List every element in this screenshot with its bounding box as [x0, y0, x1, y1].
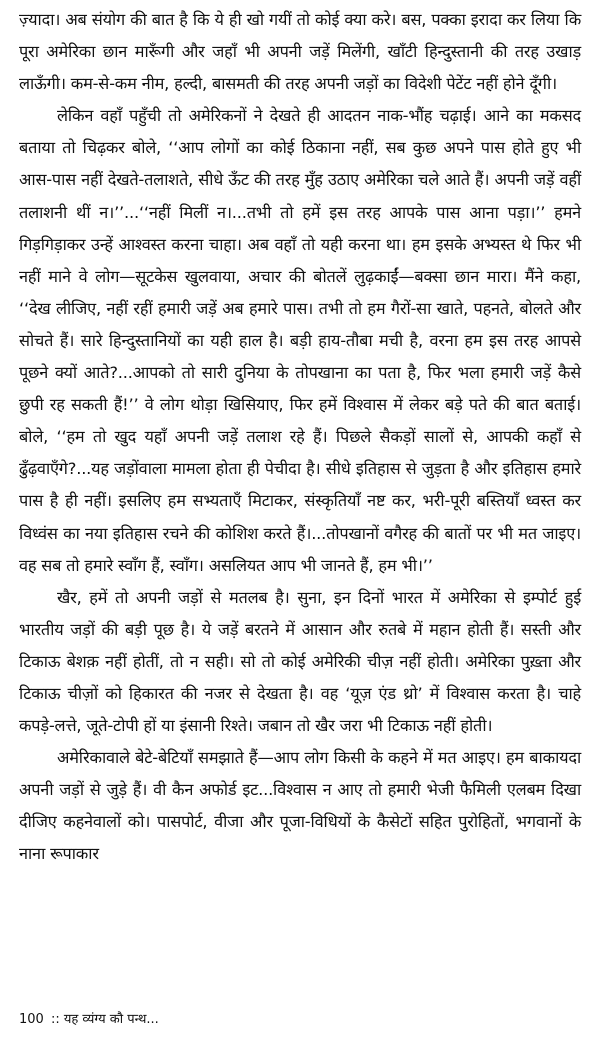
paragraph-2: लेकिन वहाँ पहुँची तो अमेरिकनों ने देखते ही आदतन नाक-भौंह चढ़ाई। आने का मकसद बताया तो चिढ़कर बोले, ‘‘आप लोगों का कोई ठिकाना नहीं, सब कुछ अपने पास होते हुए भी आस-पास नहीं देखते-तलाशते, सीधे ऊँट की तरह मुँह उठाए अमेरिका चले आते हैं। अपनी जड़ें वहीं तलाशनी थीं न।’’...‘‘नहीं मिलीं न।...तभी तो हमें इस तरह आपके पास आना पड़ा।’’ हमने गिड़गिड़ाकर उन्हें आश्वस्त करना चाहा। अब वहाँ तो यही करना था। हम इसके अभ्यस्त थे फिर भी नहीं माने वे लोग—सूटकेस खुलवाया, अचार की बोतलें लुढ़काईं—बक्सा छान मारा। मैंने कहा, ‘‘देख लीजिए, नहीं रहीं हमारी जड़ें अब हमारे पास। तभी तो हम गैरों-सा खाते, पहनते, बोलते और सोचते हैं। सारे हिन्दुस्तानियों का यही हाल है। बड़ी हाय-तौबा मची है, वरना हम इस तरह आपसे पूछने क्यों आते?...आपको तो सारी दुनिया के तोपखाना का पता है, फिर भला हमारी जड़ें कैसे छुपी रह सकती हैं!’’ वे लोग थोड़ा खिसियाए, फिर हमें विश्वास में लेकर बड़े पते की बात बताई। बोले, ‘‘हम तो खुद यहाँ अपनी जड़ें तलाश रहे हैं। पिछले सैकड़ों सालों से, आपकी कहाँ से ढुँढ़वाएँगे?...यह जड़ोंवाला मामला होता ही पेचीदा है। सीधे इतिहास से जुड़ता है और इतिहास हमारे पास है ही नहीं। इसलिए हम सभ्यताएँ मिटाकर, संस्कृतियाँ नष्ट कर, भरी-पूरी बस्तियाँ ध्वस्त कर विध्वंस का नया इतिहास रचने की कोशिश करते हैं।...तोपखानों वगैरह की बातों पर भी मत जाइए। वह सब तो हमारे स्वाँग हैं, स्वाँग। असलियत आप भी जानते हैं, हम भी।’’ — [19, 106, 581, 575]
paragraph-4: अमेरिकावाले बेटे-बेटियाँ समझाते हैं—आप लोग किसी के कहने में मत आइए। हम बाकायदा अपनी जड़ों से जुड़े हैं। वी कैन अफोर्ड इट...विश्वास न आए तो हमारी भेजी फैमिली एलबम दिखा दीजिए कहनेवालों को। पासपोर्ट, वीजा और पूजा-विधियों के कैसेटों सहित पुरोहितों, भगवानों के नाना रूपाकार — [19, 748, 581, 864]
page-number: 100 — [19, 1012, 44, 1027]
paragraph-3: खैर, हमें तो अपनी जड़ों से मतलब है। सुना, इन दिनों भारत में अमेरिका से इम्पोर्ट हुई भारतीय जड़ों की बड़ी पूछ है। ये जड़ें बरतने में आसान और रुतबे में महान होती हैं। सस्ती और टिकाऊ बेशक़ नहीं होतीं, तो न सही। सो तो कोई अमेरिकी चीज़ नहीं होती। अमेरिका पुख़्ता और टिकाऊ चीज़ों को हिकारत की नजर से देखता है। वह ‘यूज़ एंड थ्रो’ में विश्वास करता है। चाहे कपड़े-लत्ते, जूते-टोपी हों या इंसानी रिश्ते। जबान तो खैर जरा भी टिकाऊ नहीं होती। — [19, 587, 581, 736]
running-title: :: यह व्यंग्य कौ पन्थ... — [50, 1012, 159, 1027]
page-body — [19, 4, 581, 871]
page-footer — [19, 1009, 159, 1027]
paragraph-1: ज़्यादा। अब संयोग की बात है कि ये ही खो गयीं तो कोई क्या करे। बस, पक्का इरादा कर लिया कि पूरा अमेरिका छान मारूँगी और जहाँ भी अपनी जड़ें मिलेंगी, खाँटी हिन्दुस्तानी की तरह उखाड़ लाऊँगी। कम-से-कम नीम, हल्दी, बासमती की तरह अपनी जड़ों का विदेशी पेटेंट नहीं होने दूँगी। — [19, 10, 581, 94]
